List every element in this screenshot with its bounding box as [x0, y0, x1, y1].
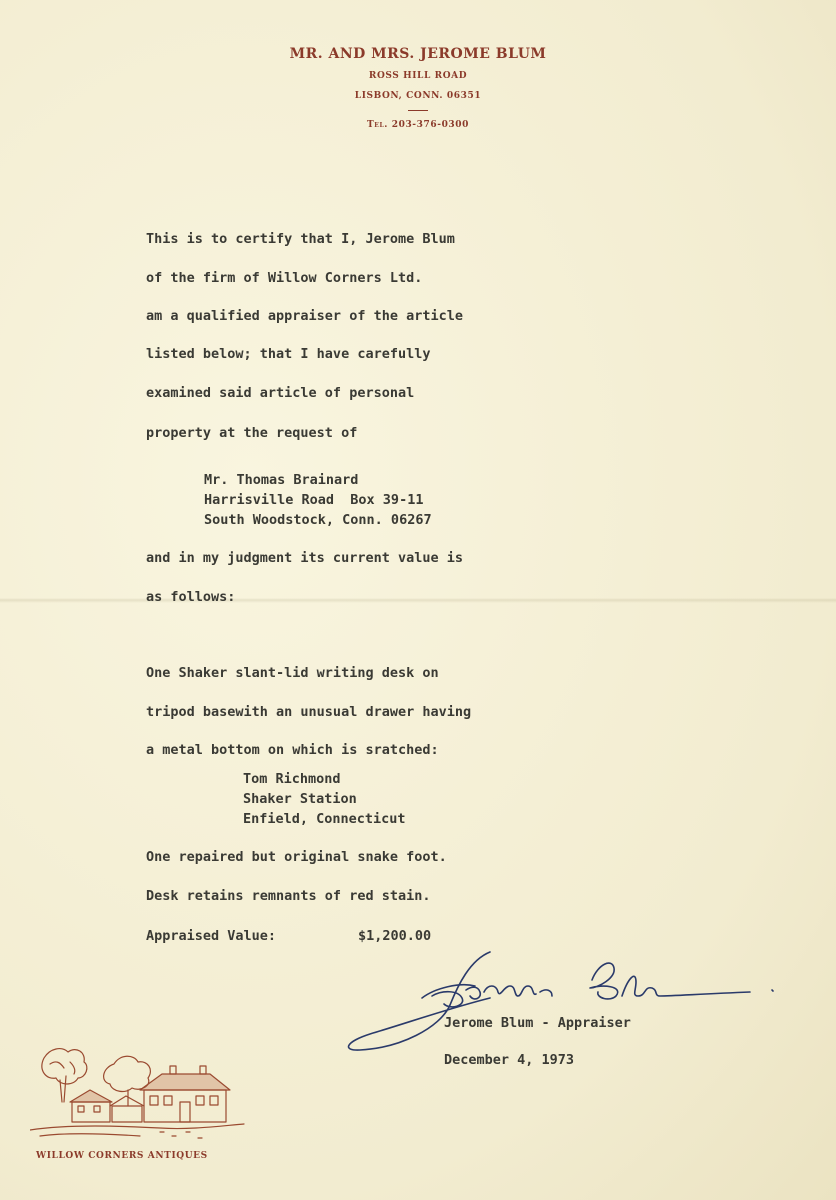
farmhouse-illustration-icon	[30, 1040, 250, 1148]
body-line-2: of the firm of Willow Corners Ltd.	[146, 270, 423, 286]
body-line-1: This is to certify that I, Jerome Blum	[146, 231, 455, 247]
body-line-6: property at the request of	[146, 425, 358, 441]
maker-city: Enfield, Connecticut	[243, 811, 406, 827]
appraised-value-amount: $1,200.00	[358, 928, 432, 944]
description-line-4: One repaired but original snake foot.	[146, 849, 447, 865]
client-street: Harrisville Road Box 39-11	[204, 492, 424, 508]
body-line-3: am a qualified appraiser of the article	[146, 308, 463, 324]
description-line-3: a metal bottom on which is sratched:	[146, 742, 439, 758]
description-line-1: One Shaker slant-lid writing desk on	[146, 665, 439, 681]
maker-place: Shaker Station	[243, 791, 357, 807]
handwritten-signature	[340, 930, 780, 1060]
body-line-8: as follows:	[146, 589, 236, 605]
description-line-2: tripod basewith an unusual drawer having	[146, 704, 472, 720]
letterhead-city: LISBON, CONN. 06351	[354, 91, 482, 101]
body-line-7: and in my judgment its current value is	[146, 550, 463, 566]
body-line-5: examined said article of personal	[146, 385, 415, 401]
appraised-value-label: Appraised Value:	[146, 928, 277, 944]
letterhead-name: MR. AND MRS. JEROME BLUM	[289, 46, 547, 62]
client-name: Mr. Thomas Brainard	[204, 472, 359, 488]
signature-date: December 4, 1973	[444, 1052, 575, 1068]
letterhead-divider	[408, 110, 428, 111]
letterhead-telephone: Tel. 203-376-0300	[366, 120, 470, 130]
body-line-4: listed below; that I have carefully	[146, 346, 431, 362]
client-city: South Woodstock, Conn. 06267	[204, 512, 432, 528]
maker-name: Tom Richmond	[243, 771, 341, 787]
signer-name: Jerome Blum - Appraiser	[444, 1015, 631, 1031]
letterhead-road: ROSS HILL ROAD	[368, 71, 468, 81]
logo-caption: WILLOW CORNERS ANTIQUES	[36, 1151, 208, 1161]
description-line-5: Desk retains remnants of red stain.	[146, 888, 431, 904]
